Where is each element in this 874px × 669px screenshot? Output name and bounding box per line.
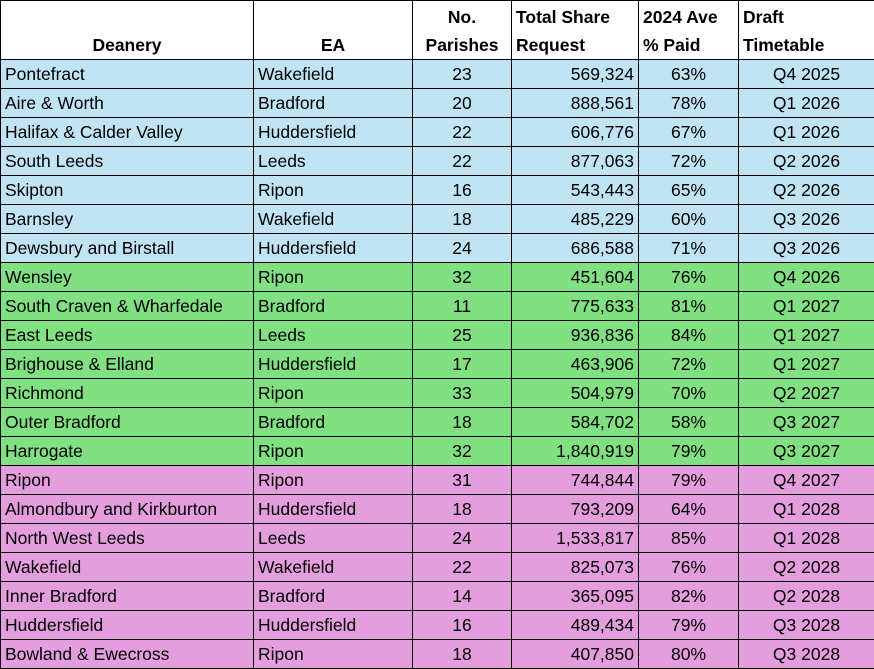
cell-parishes: 18 bbox=[413, 408, 512, 437]
header-paid-line2: % Paid bbox=[643, 31, 734, 59]
cell-ea: Ripon bbox=[254, 176, 413, 205]
cell-parishes: 16 bbox=[413, 176, 512, 205]
cell-ea: Huddersfield bbox=[254, 495, 413, 524]
cell-deanery: Ripon bbox=[1, 466, 254, 495]
cell-timetable: Q2 2028 bbox=[739, 553, 874, 582]
cell-ea: Wakefield bbox=[254, 60, 413, 89]
cell-ea: Ripon bbox=[254, 263, 413, 292]
cell-parishes: 23 bbox=[413, 60, 512, 89]
cell-share: 775,633 bbox=[512, 292, 639, 321]
cell-share: 877,063 bbox=[512, 147, 639, 176]
table-row bbox=[1, 466, 874, 495]
cell-parishes: 18 bbox=[413, 495, 512, 524]
table-row bbox=[1, 118, 874, 147]
cell-parishes: 18 bbox=[413, 640, 512, 669]
cell-timetable: Q1 2028 bbox=[739, 495, 874, 524]
cell-share: 744,844 bbox=[512, 466, 639, 495]
table-row bbox=[1, 495, 874, 524]
cell-paid: 60% bbox=[639, 205, 739, 234]
cell-share: 543,443 bbox=[512, 176, 639, 205]
cell-deanery: Outer Bradford bbox=[1, 408, 254, 437]
cell-share: 825,073 bbox=[512, 553, 639, 582]
cell-share: 686,588 bbox=[512, 234, 639, 263]
cell-share: 936,836 bbox=[512, 321, 639, 350]
cell-ea: Bradford bbox=[254, 408, 413, 437]
cell-parishes: 25 bbox=[413, 321, 512, 350]
cell-timetable: Q3 2026 bbox=[739, 205, 874, 234]
cell-paid: 79% bbox=[639, 437, 739, 466]
cell-ea: Ripon bbox=[254, 379, 413, 408]
cell-share: 569,324 bbox=[512, 60, 639, 89]
cell-share: 365,095 bbox=[512, 582, 639, 611]
header-paid-line1: 2024 Ave bbox=[643, 3, 734, 31]
cell-ea: Ripon bbox=[254, 640, 413, 669]
cell-parishes: 18 bbox=[413, 205, 512, 234]
cell-paid: 85% bbox=[639, 524, 739, 553]
cell-paid: 63% bbox=[639, 60, 739, 89]
cell-deanery: South Craven & Wharfedale bbox=[1, 292, 254, 321]
cell-share: 1,533,817 bbox=[512, 524, 639, 553]
table-row bbox=[1, 408, 874, 437]
header-share-line2: Request bbox=[516, 31, 634, 59]
header-parishes bbox=[413, 1, 512, 60]
table-row bbox=[1, 582, 874, 611]
cell-paid: 76% bbox=[639, 553, 739, 582]
cell-paid: 78% bbox=[639, 89, 739, 118]
cell-ea: Huddersfield bbox=[254, 118, 413, 147]
header-parishes-line2: Parishes bbox=[417, 31, 507, 59]
cell-paid: 58% bbox=[639, 408, 739, 437]
cell-ea: Ripon bbox=[254, 437, 413, 466]
cell-share: 451,604 bbox=[512, 263, 639, 292]
cell-timetable: Q3 2026 bbox=[739, 234, 874, 263]
table-row bbox=[1, 321, 874, 350]
cell-deanery: Bowland & Ewecross bbox=[1, 640, 254, 669]
cell-paid: 70% bbox=[639, 379, 739, 408]
cell-paid: 79% bbox=[639, 611, 739, 640]
cell-parishes: 11 bbox=[413, 292, 512, 321]
header-timetable-line2: Timetable bbox=[743, 31, 870, 59]
header-timetable-line1: Draft bbox=[743, 3, 870, 31]
cell-parishes: 24 bbox=[413, 524, 512, 553]
cell-share: 606,776 bbox=[512, 118, 639, 147]
table-row bbox=[1, 292, 874, 321]
table-row bbox=[1, 350, 874, 379]
cell-parishes: 32 bbox=[413, 263, 512, 292]
cell-timetable: Q1 2026 bbox=[739, 118, 874, 147]
cell-share: 489,434 bbox=[512, 611, 639, 640]
cell-deanery: Wakefield bbox=[1, 553, 254, 582]
cell-share: 793,209 bbox=[512, 495, 639, 524]
cell-deanery: Almondbury and Kirkburton bbox=[1, 495, 254, 524]
header-share bbox=[512, 1, 639, 60]
header-row bbox=[1, 1, 874, 60]
table-row bbox=[1, 89, 874, 118]
table-row bbox=[1, 147, 874, 176]
cell-ea: Leeds bbox=[254, 321, 413, 350]
cell-timetable: Q2 2026 bbox=[739, 147, 874, 176]
cell-ea: Leeds bbox=[254, 524, 413, 553]
table-row bbox=[1, 640, 874, 669]
cell-deanery: Skipton bbox=[1, 176, 254, 205]
cell-ea: Huddersfield bbox=[254, 611, 413, 640]
cell-timetable: Q4 2026 bbox=[739, 263, 874, 292]
cell-paid: 80% bbox=[639, 640, 739, 669]
cell-deanery: Wensley bbox=[1, 263, 254, 292]
cell-deanery: East Leeds bbox=[1, 321, 254, 350]
cell-deanery: Inner Bradford bbox=[1, 582, 254, 611]
cell-parishes: 16 bbox=[413, 611, 512, 640]
cell-timetable: Q3 2028 bbox=[739, 611, 874, 640]
cell-timetable: Q2 2026 bbox=[739, 176, 874, 205]
cell-share: 463,906 bbox=[512, 350, 639, 379]
table-row bbox=[1, 437, 874, 466]
cell-timetable: Q4 2025 bbox=[739, 60, 874, 89]
cell-parishes: 22 bbox=[413, 147, 512, 176]
table-row bbox=[1, 553, 874, 582]
cell-timetable: Q2 2028 bbox=[739, 582, 874, 611]
table-row bbox=[1, 611, 874, 640]
header-deanery-label: Deanery bbox=[92, 35, 161, 55]
header-deanery bbox=[1, 1, 254, 60]
table-row bbox=[1, 234, 874, 263]
table-row bbox=[1, 524, 874, 553]
cell-parishes: 24 bbox=[413, 234, 512, 263]
cell-timetable: Q3 2027 bbox=[739, 408, 874, 437]
header-paid bbox=[639, 1, 739, 60]
cell-parishes: 33 bbox=[413, 379, 512, 408]
table-row bbox=[1, 263, 874, 292]
table-row bbox=[1, 176, 874, 205]
table-row bbox=[1, 379, 874, 408]
cell-share: 504,979 bbox=[512, 379, 639, 408]
cell-deanery: Pontefract bbox=[1, 60, 254, 89]
cell-paid: 67% bbox=[639, 118, 739, 147]
cell-paid: 71% bbox=[639, 234, 739, 263]
cell-paid: 79% bbox=[639, 466, 739, 495]
cell-share: 888,561 bbox=[512, 89, 639, 118]
cell-ea: Ripon bbox=[254, 466, 413, 495]
cell-paid: 65% bbox=[639, 176, 739, 205]
cell-ea: Wakefield bbox=[254, 553, 413, 582]
cell-deanery: Richmond bbox=[1, 379, 254, 408]
cell-timetable: Q3 2027 bbox=[739, 437, 874, 466]
cell-ea: Huddersfield bbox=[254, 234, 413, 263]
cell-timetable: Q1 2028 bbox=[739, 524, 874, 553]
cell-share: 584,702 bbox=[512, 408, 639, 437]
cell-ea: Wakefield bbox=[254, 205, 413, 234]
header-share-line1: Total Share bbox=[516, 3, 634, 31]
cell-ea: Bradford bbox=[254, 582, 413, 611]
cell-deanery: Huddersfield bbox=[1, 611, 254, 640]
cell-deanery: Halifax & Calder Valley bbox=[1, 118, 254, 147]
cell-paid: 82% bbox=[639, 582, 739, 611]
cell-ea: Leeds bbox=[254, 147, 413, 176]
header-timetable bbox=[739, 1, 874, 60]
cell-ea: Bradford bbox=[254, 89, 413, 118]
cell-paid: 72% bbox=[639, 350, 739, 379]
cell-parishes: 17 bbox=[413, 350, 512, 379]
header-parishes-line1: No. bbox=[417, 3, 507, 31]
cell-ea: Huddersfield bbox=[254, 350, 413, 379]
cell-paid: 72% bbox=[639, 147, 739, 176]
header-ea bbox=[254, 1, 413, 60]
cell-parishes: 22 bbox=[413, 118, 512, 147]
cell-paid: 84% bbox=[639, 321, 739, 350]
cell-parishes: 20 bbox=[413, 89, 512, 118]
cell-deanery: Harrogate bbox=[1, 437, 254, 466]
cell-paid: 81% bbox=[639, 292, 739, 321]
cell-parishes: 22 bbox=[413, 553, 512, 582]
cell-deanery: Brighouse & Elland bbox=[1, 350, 254, 379]
cell-timetable: Q2 2027 bbox=[739, 379, 874, 408]
cell-deanery: Aire & Worth bbox=[1, 89, 254, 118]
cell-paid: 64% bbox=[639, 495, 739, 524]
table-body bbox=[1, 60, 874, 669]
cell-parishes: 31 bbox=[413, 466, 512, 495]
cell-parishes: 14 bbox=[413, 582, 512, 611]
cell-deanery: North West Leeds bbox=[1, 524, 254, 553]
cell-deanery: South Leeds bbox=[1, 147, 254, 176]
table-row bbox=[1, 60, 874, 89]
cell-paid: 76% bbox=[639, 263, 739, 292]
cell-timetable: Q1 2026 bbox=[739, 89, 874, 118]
cell-ea: Bradford bbox=[254, 292, 413, 321]
header-ea-label: EA bbox=[321, 35, 345, 55]
cell-share: 1,840,919 bbox=[512, 437, 639, 466]
cell-share: 485,229 bbox=[512, 205, 639, 234]
cell-deanery: Dewsbury and Birstall bbox=[1, 234, 254, 263]
cell-timetable: Q1 2027 bbox=[739, 350, 874, 379]
table-row bbox=[1, 205, 874, 234]
cell-timetable: Q4 2027 bbox=[739, 466, 874, 495]
cell-timetable: Q1 2027 bbox=[739, 292, 874, 321]
cell-timetable: Q1 2027 bbox=[739, 321, 874, 350]
cell-deanery: Barnsley bbox=[1, 205, 254, 234]
cell-share: 407,850 bbox=[512, 640, 639, 669]
cell-parishes: 32 bbox=[413, 437, 512, 466]
cell-timetable: Q3 2028 bbox=[739, 640, 874, 669]
